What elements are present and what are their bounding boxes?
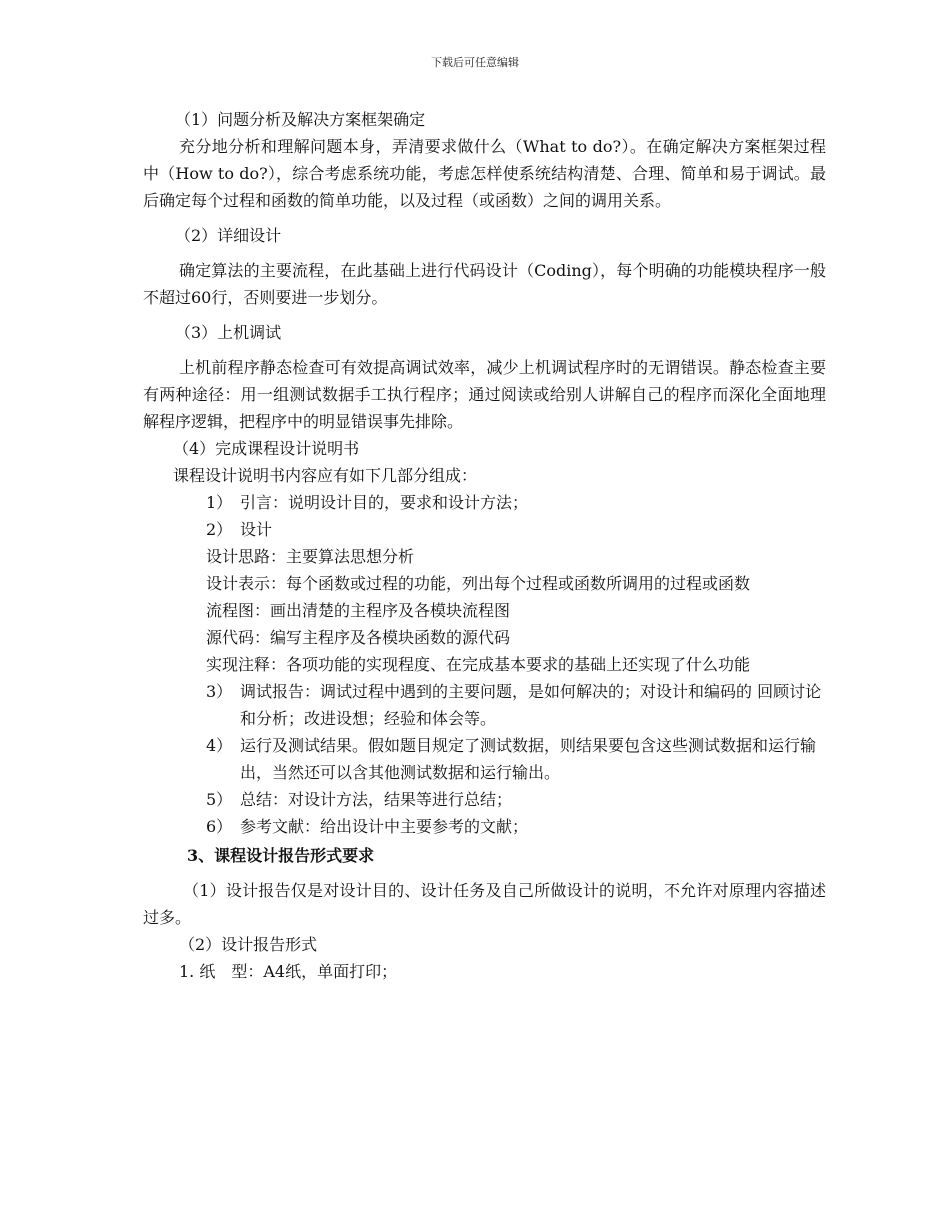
list-item-number: 6）: [206, 817, 233, 836]
list-item-number: 2）: [206, 520, 233, 539]
definition-term: 设计思路：: [206, 547, 287, 566]
section-3-paragraph: 上机前程序静态检查可有效提高调试效率，减少上机调试程序时的无谓错误。静态检查主要有两种途径：用一组测试数据手工执行程序；通过阅读或给别人讲解自己的程序而深化全面地理解程序逻辑，把程序中的明显错误事先排除。: [143, 358, 826, 431]
definition-desc: 编写主程序及各模块函数的源代码: [270, 628, 511, 647]
definition-desc: 每个函数或过程的功能，列出每个过程或函数所调用的过程或函数: [286, 574, 751, 593]
list-item-number: 3）: [206, 682, 233, 701]
section-4-heading: （4）完成课程设计说明书: [173, 439, 360, 458]
definition-desc: 各项功能的实现程度、在完成基本要求的基础上还实现了什么功能: [286, 655, 751, 674]
definition-row: [143, 624, 826, 651]
definition-row: [143, 597, 826, 624]
list-item-text: 总结：对设计方法，结果等进行总结；: [240, 790, 513, 809]
definition-term: 流程图：: [206, 601, 271, 620]
list-item-text: 调试报告：调试过程中遇到的主要问题，是如何解决的；对设计和编码的 回顾讨论和分析；改进设想；经验和体会等。: [240, 682, 822, 728]
list-item: [143, 516, 826, 543]
section-2-heading: （2）详细设计: [175, 226, 282, 245]
section-1-paragraph: 充分地分析和理解问题本身，弄清要求做什么（What to do?）。在确定解决方案框架过程中（How to do?），综合考虑系统功能，考虑怎样使系统结构清楚、合理、简单和易于调试。最后确定每个过程和函数的简单功能，以及过程（或函数）之间的调用关系。: [143, 137, 826, 210]
report-requirement-3: 1. 纸 型：A4纸，单面打印；: [179, 962, 398, 981]
list-item-number: 5）: [206, 790, 233, 809]
definition-row: [143, 651, 826, 678]
definition-row: [143, 543, 826, 570]
list-item-number: 4）: [206, 736, 233, 755]
list-item-text: 设计: [240, 520, 273, 539]
definition-desc: 主要算法思想分析: [286, 547, 415, 566]
report-requirement-1: （1）设计报告仅是对设计目的、设计任务及自己所做设计的说明，不允许对原理内容描述过多。: [143, 881, 826, 927]
page-header: 下载后可任意编辑: [431, 56, 519, 69]
list-item: [143, 786, 826, 813]
definition-row: [143, 570, 826, 597]
list-item: [143, 489, 826, 516]
definition-desc: 画出清楚的主程序及各模块流程图: [270, 601, 511, 620]
document-body: [143, 106, 826, 985]
list-item-text: 运行及测试结果。假如题目规定了测试数据，则结果要包含这些测试数据和运行输出，当然还可以含其他测试数据和运行输出。: [240, 736, 817, 782]
section-4-intro: 课程设计说明书内容应有如下几部分组成：: [173, 466, 478, 485]
list-item: [143, 732, 826, 786]
section-2-paragraph: 确定算法的主要流程，在此基础上进行代码设计（Coding），每个明确的功能模块程序一般不超过60行，否则要进一步划分。: [143, 261, 826, 307]
list-item: [143, 813, 826, 840]
list-item-text: 引言：说明设计目的，要求和设计方法；: [240, 493, 529, 512]
report-requirement-2: （2）设计报告形式: [179, 935, 318, 954]
definition-term: 源代码：: [206, 628, 271, 647]
definition-term: 设计表示：: [206, 574, 287, 593]
section-3-title: 3、课程设计报告形式要求: [187, 846, 375, 865]
list-item-number: 1）: [206, 493, 233, 512]
definition-term: 实现注释：: [206, 655, 287, 674]
section-1-heading: （1）问题分析及解决方案框架确定: [175, 110, 426, 129]
list-item-text: 参考文献：给出设计中主要参考的文献；: [240, 817, 529, 836]
section-3-heading: （3）上机调试: [175, 323, 282, 342]
list-item: [143, 678, 826, 732]
